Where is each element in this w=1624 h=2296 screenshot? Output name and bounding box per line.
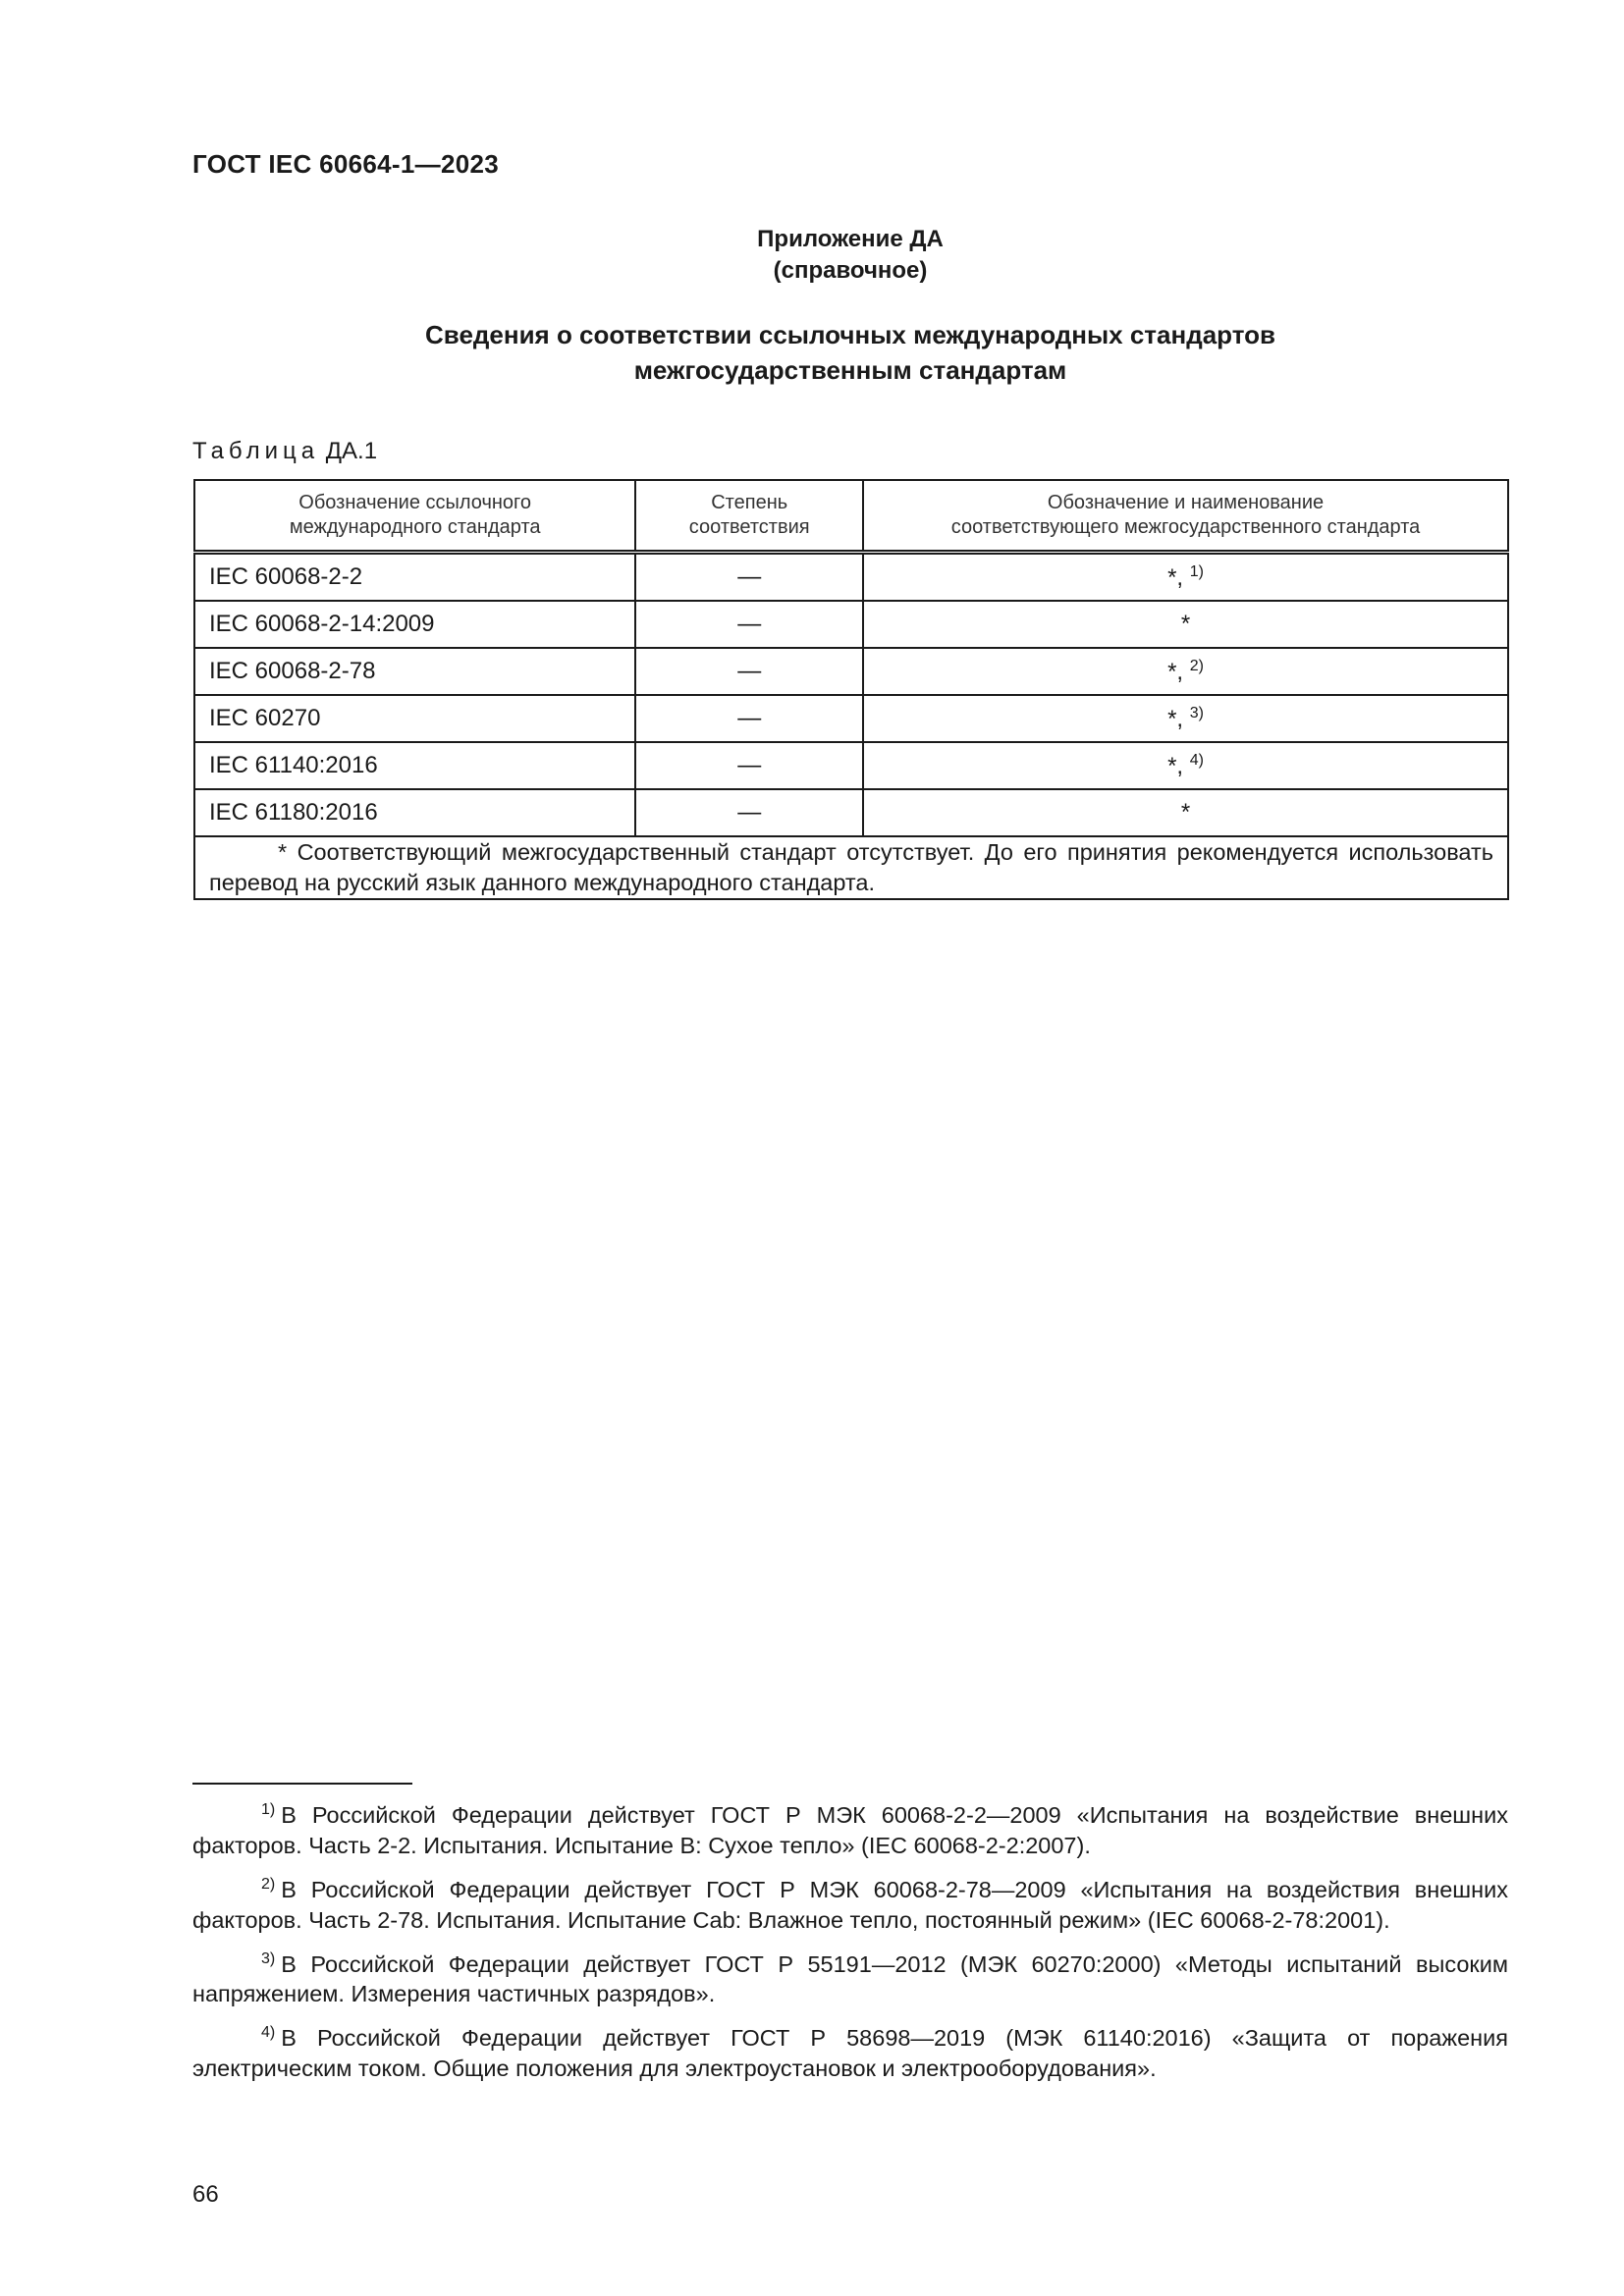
footnotes	[192, 1794, 1508, 2092]
footnote-ref: 3)	[1189, 704, 1204, 721]
footnote-mark: 2)	[261, 1875, 276, 1893]
footnote-text: В Российской Федерации действует ГОСТ Р МЭК 60068-2-78—2009 «Испытания на воздействия внешних факторов. Часть 2-78. Испытания. Испытание Cab: Влажное тепло, постоянный режим» (IEC 60068-2-78:2001).	[192, 1876, 1508, 1933]
section-title-line2: межгосударственным стандартам	[633, 355, 1067, 385]
footnote-ref: 1)	[1189, 562, 1204, 580]
table-row	[194, 648, 1508, 695]
header-col1-line2: международного стандарта	[289, 516, 541, 538]
table-caption	[192, 438, 377, 465]
cell-national	[863, 648, 1508, 695]
footnote-ref: 4)	[1189, 751, 1204, 769]
document-code: ГОСТ IEC 60664-1—2023	[192, 149, 499, 179]
table-header-row	[194, 480, 1508, 553]
footnote-divider	[192, 1783, 412, 1785]
footnote-text: В Российской Федерации действует ГОСТ Р 55191—2012 (МЭК 60270:2000) «Методы испытаний высоким напряжением. Измерения частичных разрядов».	[192, 1950, 1508, 2007]
header-col1-line1: Обозначение ссылочного	[298, 492, 532, 513]
table-row	[194, 553, 1508, 602]
cell-national	[863, 601, 1508, 648]
cell-standard: IEC 60270	[194, 695, 635, 742]
table-note	[194, 836, 1508, 899]
cell-standard: IEC 61140:2016	[194, 742, 635, 789]
cell-standard: IEC 60068-2-2	[194, 553, 635, 602]
footnote-text: В Российской Федерации действует ГОСТ Р МЭК 60068-2-2—2009 «Испытания на воздействие внешних факторов. Часть 2-2. Испытания. Испытание B: Сухое тепло» (IEC 60068-2-2:2007).	[192, 1801, 1508, 1858]
cell-degree: —	[635, 648, 863, 695]
cell-degree: —	[635, 553, 863, 602]
cell-standard: IEC 61180:2016	[194, 789, 635, 836]
header-degree-of-conformity	[635, 480, 863, 553]
cell-national	[863, 553, 1508, 602]
header-col2-line1: Степень	[711, 492, 788, 513]
section-title	[192, 317, 1508, 388]
footnote-ref: 2)	[1189, 657, 1204, 674]
page-number: 66	[192, 2181, 219, 2208]
cell-national	[863, 789, 1508, 836]
cell-national-value: *	[1180, 799, 1191, 826]
footnote-3	[192, 1944, 1508, 2010]
footnote-mark: 3)	[261, 1949, 276, 1967]
cell-national-value: *,	[1167, 752, 1184, 779]
cell-degree: —	[635, 789, 863, 836]
cell-standard: IEC 60068-2-78	[194, 648, 635, 695]
cell-national-value: *,	[1167, 705, 1184, 732]
table-note-row	[194, 836, 1508, 899]
cell-national	[863, 742, 1508, 789]
table-row	[194, 695, 1508, 742]
table-row	[194, 601, 1508, 648]
header-international-standard	[194, 480, 635, 553]
header-col3-line2: соответствующего межгосударственного стандарта	[950, 516, 1421, 538]
table-note-text: * Соответствующий межгосударственный стандарт отсутствует. До его принятия рекомендуется использовать перевод на русский язык данного международного стандарта.	[209, 839, 1493, 895]
footnote-1	[192, 1794, 1508, 1861]
header-interstate-standard	[863, 480, 1508, 553]
cell-degree: —	[635, 601, 863, 648]
cell-national	[863, 695, 1508, 742]
section-title-line1: Сведения о соответствии ссылочных международных стандартов	[425, 320, 1275, 349]
cell-degree: —	[635, 695, 863, 742]
cell-standard: IEC 60068-2-14:2009	[194, 601, 635, 648]
header-col2-line2: соответствия	[688, 516, 810, 538]
cell-national-value: *,	[1167, 658, 1184, 685]
table-caption-number: ДА.1	[325, 438, 378, 464]
cell-degree: —	[635, 742, 863, 789]
footnote-2	[192, 1869, 1508, 1936]
table-row	[194, 789, 1508, 836]
header-col3-line1: Обозначение и наименование	[1047, 492, 1325, 513]
reference-standards-table	[193, 479, 1509, 900]
cell-national-value: *	[1180, 611, 1191, 637]
annex-type: (справочное)	[773, 257, 928, 284]
table-caption-word: Таблица	[192, 438, 320, 464]
footnote-mark: 4)	[261, 2024, 276, 2042]
table-row	[194, 742, 1508, 789]
footnote-mark: 1)	[261, 1801, 276, 1818]
footnote-text: В Российской Федерации действует ГОСТ Р 58698—2019 (МЭК 61140:2016) «Защита от поражения электрическим током. Общие положения для электроустановок и электрооборудования».	[192, 2025, 1508, 2082]
annex-title: Приложение ДА	[757, 226, 944, 252]
cell-national-value: *,	[1167, 563, 1184, 591]
footnote-4	[192, 2017, 1508, 2084]
